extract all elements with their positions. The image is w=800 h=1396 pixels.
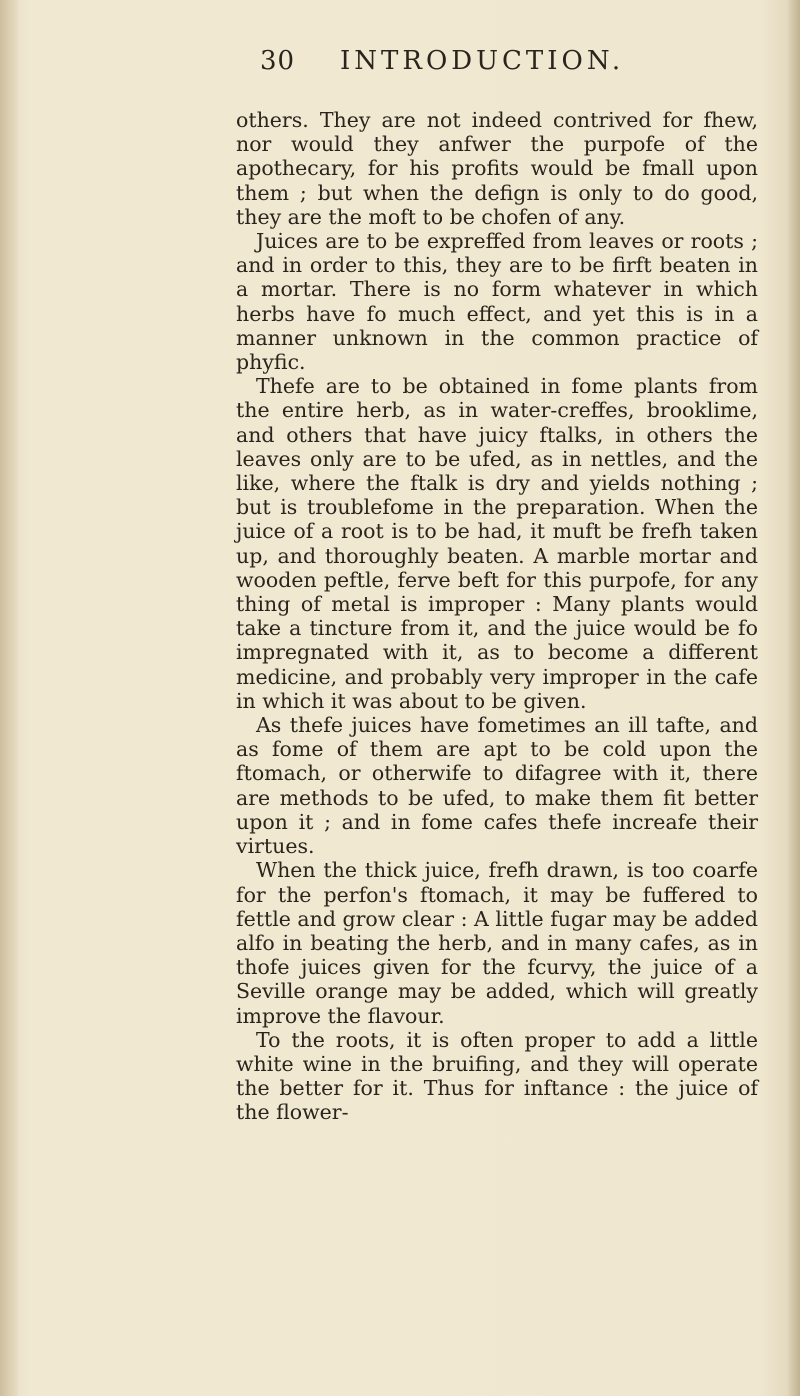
paragraph-4: As thefe juices have fometimes an ill tafte, and as fome of them are apt to be cold upon the ftomach, or otherwife to difagree with it, there are methods to be ufed, to make them fit better upon it ; and in fome cafes thefe increafe their virtues. — [236, 713, 758, 859]
paragraph-3: Thefe are to be obtained in fome plants from the entire herb, as in water-creffes, brooklime, and others that have juicy ftalks, in others the leaves only are to be ufed, as in nettles, and the like, where the ftalk is dry and yields nothing ; but is troublefome in the preparation. When the juice of a root is to be had, it muft be frefh taken up, and thoroughly beaten. A marble mortar and wooden peftle, ferve beft for this purpofe, for any thing of metal is improper : Many plants would take a tincture from it, and the juice would be fo impregnated with it, as to become a different medicine, and probably very improper in the cafe in which it was about to be given. — [236, 374, 758, 713]
page-fore-edge — [788, 0, 800, 1396]
page-header — [260, 46, 720, 90]
paragraph-2: Juices are to be expreffed from leaves or roots ; and in order to this, they are to be firft beaten in a mortar. There is no form whatever in which herbs have fo much effect, and yet this is in a manner unknown in the common practice of phyfic. — [236, 229, 758, 375]
page-number: 30 — [260, 46, 296, 76]
binding-gutter — [0, 0, 18, 1396]
body-text — [236, 108, 758, 1125]
paragraph-6: To the roots, it is often proper to add a little white wine in the bruifing, and they will operate the better for it. Thus for inftance : the juice of the flower- — [236, 1027, 758, 1125]
paragraph-1: others. They are not indeed contrived for fhew, nor would they anfwer the purpofe of the apothecary, for his profits would be fmall upon them ; but when the defign is only to do good, they are the moft to be chofen of any. — [236, 108, 758, 229]
paragraph-5: When the thick juice, frefh drawn, is too coarfe for the perfon's ftomach, it may be fuffered to fettle and grow clear : A little fugar may be added alfo in beating the herb, and in many cafes, as in thofe juices given for the fcurvy, the juice of a Seville orange may be added, which will greatly improve the flavour. — [236, 858, 758, 1028]
running-head: INTRODUCTION. — [340, 46, 625, 76]
